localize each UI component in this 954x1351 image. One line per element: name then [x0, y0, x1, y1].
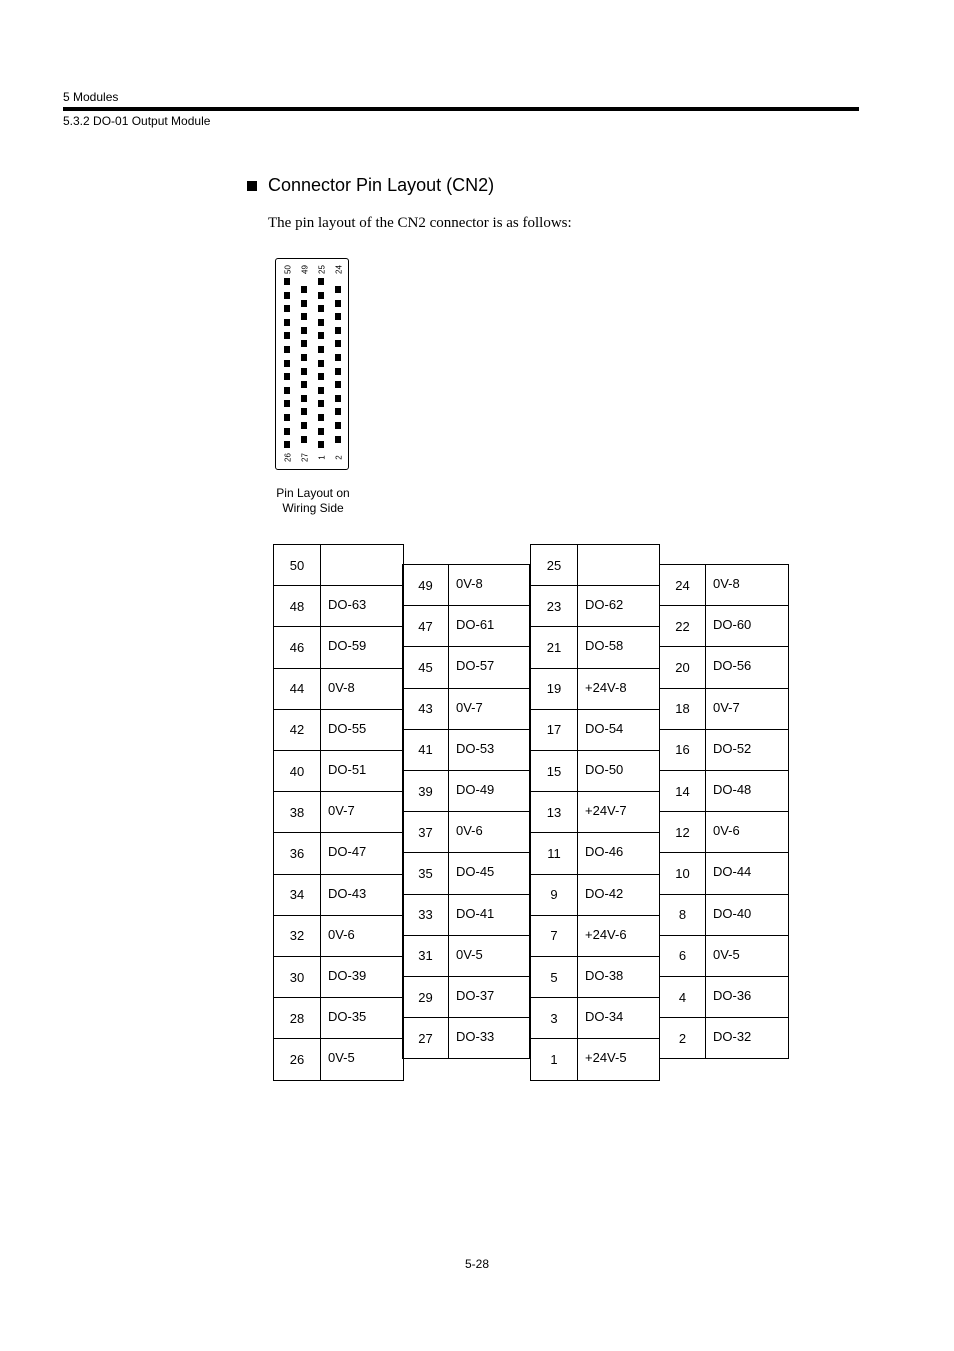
pin-signal-cell: DO-62 — [577, 585, 660, 627]
pin-number-cell: 16 — [659, 729, 706, 771]
connector-pin — [318, 400, 324, 407]
pin-signal-cell: 0V-8 — [448, 564, 530, 606]
caption-line: Wiring Side — [282, 501, 344, 515]
connector-pin — [335, 354, 341, 361]
pin-number-cell: 25 — [530, 544, 578, 586]
pin-signal-cell: DO-44 — [705, 852, 789, 894]
pin-signal-cell: +24V-8 — [577, 668, 660, 710]
connector-pin — [301, 300, 307, 307]
pin-signal-cell: DO-38 — [577, 956, 660, 998]
pin-signal-cell: DO-54 — [577, 709, 660, 751]
pin-signal-cell: DO-52 — [705, 729, 789, 771]
connector-top-label: 25 — [317, 265, 327, 274]
pin-number-cell: 48 — [273, 585, 321, 627]
pin-signal-cell: DO-35 — [320, 997, 404, 1039]
pin-number-cell: 15 — [530, 750, 578, 792]
connector-bottom-label: 1 — [317, 455, 327, 460]
pin-number-cell: 14 — [659, 770, 706, 812]
pin-number-cell: 29 — [402, 976, 449, 1018]
pin-number-cell: 22 — [659, 605, 706, 647]
section-title — [247, 175, 494, 196]
pin-signal-cell: DO-40 — [705, 894, 789, 936]
connector-pin — [335, 395, 341, 402]
connector-pin — [301, 368, 307, 375]
page-number: 5-28 — [464, 1257, 490, 1271]
pin-signal-cell: +24V-5 — [577, 1038, 660, 1080]
pin-signal-cell: DO-48 — [705, 770, 789, 812]
connector-pin — [335, 408, 341, 415]
connector-pin — [284, 305, 290, 312]
pin-number-cell: 36 — [273, 832, 321, 874]
pin-signal-cell: DO-58 — [577, 626, 660, 668]
pin-signal-cell: DO-36 — [705, 976, 789, 1018]
pin-number-cell: 39 — [402, 770, 449, 812]
pin-number-cell: 37 — [402, 811, 449, 853]
caption-line: Pin Layout on — [276, 486, 350, 500]
connector-pin — [335, 300, 341, 307]
pin-signal-cell: +24V-6 — [577, 915, 660, 957]
pin-signal-cell: DO-32 — [705, 1017, 789, 1059]
pin-signal-cell: 0V-7 — [320, 791, 404, 833]
pin-number-cell: 20 — [659, 646, 706, 688]
pin-signal-cell: DO-61 — [448, 605, 530, 647]
pin-signal-cell: 0V-8 — [705, 564, 789, 606]
pin-signal-cell: DO-53 — [448, 729, 530, 771]
connector-pin — [301, 286, 307, 293]
square-bullet-icon — [247, 181, 257, 191]
pin-number-cell: 5 — [530, 956, 578, 998]
section-title-text: Connector Pin Layout (CN2) — [268, 175, 495, 195]
pin-signal-cell: 0V-7 — [705, 688, 789, 730]
connector-pin — [318, 414, 324, 421]
connector-pin — [301, 381, 307, 388]
pin-number-cell: 21 — [530, 626, 578, 668]
pin-number-cell: 31 — [402, 935, 449, 977]
connector-pin — [335, 381, 341, 388]
connector-bottom-label: 26 — [283, 453, 293, 462]
pin-signal-cell: DO-56 — [705, 646, 789, 688]
pin-signal-cell — [320, 544, 404, 586]
pin-number-cell: 32 — [273, 915, 321, 957]
pin-number-cell: 4 — [659, 976, 706, 1018]
connector-caption — [263, 486, 363, 516]
connector-top-label: 50 — [283, 265, 293, 274]
chapter-header: 5 Modules — [63, 90, 119, 104]
connector-pin — [335, 286, 341, 293]
pin-signal-cell: DO-47 — [320, 832, 404, 874]
pin-number-cell: 44 — [273, 668, 321, 710]
connector-pin — [301, 408, 307, 415]
pin-number-cell: 17 — [530, 709, 578, 751]
pin-signal-cell: 0V-5 — [448, 935, 530, 977]
connector-pin — [301, 436, 307, 443]
connector-pin — [318, 332, 324, 339]
pin-signal-cell: DO-41 — [448, 894, 530, 936]
connector-pin — [284, 292, 290, 299]
connector-pin — [335, 340, 341, 347]
pin-signal-cell: DO-51 — [320, 750, 404, 792]
pin-number-cell: 49 — [402, 564, 449, 606]
connector-pin — [335, 422, 341, 429]
pin-signal-cell: DO-55 — [320, 709, 404, 751]
pin-signal-cell: 0V-5 — [705, 935, 789, 977]
connector-pin — [318, 387, 324, 394]
pin-number-cell: 8 — [659, 894, 706, 936]
connector-pin — [335, 327, 341, 334]
connector-diagram — [275, 258, 349, 470]
pin-number-cell: 45 — [402, 646, 449, 688]
pin-signal-cell — [577, 544, 660, 586]
pin-number-cell: 3 — [530, 997, 578, 1039]
header-rule — [63, 107, 859, 111]
pin-number-cell: 24 — [659, 564, 706, 606]
connector-pin — [284, 441, 290, 448]
pin-number-cell: 30 — [273, 956, 321, 998]
pin-number-cell: 26 — [273, 1038, 321, 1080]
pin-signal-cell: DO-39 — [320, 956, 404, 998]
pin-number-cell: 41 — [402, 729, 449, 771]
pin-number-cell: 1 — [530, 1038, 578, 1080]
pin-number-cell: 28 — [273, 997, 321, 1039]
connector-pin — [284, 360, 290, 367]
pin-signal-cell: DO-50 — [577, 750, 660, 792]
connector-pin — [284, 346, 290, 353]
pin-signal-cell: DO-46 — [577, 832, 660, 874]
pin-number-cell: 27 — [402, 1017, 449, 1059]
pin-signal-cell: 0V-7 — [448, 688, 530, 730]
connector-pin — [318, 441, 324, 448]
pin-signal-cell: DO-37 — [448, 976, 530, 1018]
pin-signal-cell: DO-33 — [448, 1017, 530, 1059]
pin-signal-cell: DO-42 — [577, 874, 660, 916]
connector-pin — [335, 313, 341, 320]
pin-number-cell: 40 — [273, 750, 321, 792]
connector-pin — [301, 354, 307, 361]
connector-pin — [335, 436, 341, 443]
pin-number-cell: 23 — [530, 585, 578, 627]
connector-pin — [301, 395, 307, 402]
connector-bottom-label: 2 — [334, 455, 344, 460]
pin-number-cell: 33 — [402, 894, 449, 936]
connector-pin — [284, 414, 290, 421]
connector-pin — [318, 428, 324, 435]
connector-pin — [284, 428, 290, 435]
connector-pin — [318, 373, 324, 380]
pin-number-cell: 11 — [530, 832, 578, 874]
pin-signal-cell: DO-63 — [320, 585, 404, 627]
pin-number-cell: 6 — [659, 935, 706, 977]
pin-signal-cell: 0V-6 — [320, 915, 404, 957]
pin-signal-cell: 0V-8 — [320, 668, 404, 710]
pin-signal-cell: DO-43 — [320, 874, 404, 916]
pin-signal-cell: +24V-7 — [577, 791, 660, 833]
pin-number-cell: 46 — [273, 626, 321, 668]
pin-number-cell: 43 — [402, 688, 449, 730]
intro-text: The pin layout of the CN2 connector is as follows: — [268, 215, 572, 231]
pin-number-cell: 47 — [402, 605, 449, 647]
pin-number-cell: 13 — [530, 791, 578, 833]
pin-number-cell: 7 — [530, 915, 578, 957]
pin-number-cell: 10 — [659, 852, 706, 894]
connector-pin — [284, 278, 290, 285]
pin-number-cell: 35 — [402, 852, 449, 894]
section-header: 5.3.2 DO-01 Output Module — [63, 114, 211, 128]
connector-pin — [318, 346, 324, 353]
pin-signal-cell: DO-60 — [705, 605, 789, 647]
pin-signal-cell: DO-57 — [448, 646, 530, 688]
pin-signal-cell: 0V-6 — [705, 811, 789, 853]
connector-pin — [301, 327, 307, 334]
connector-pin — [318, 305, 324, 312]
pin-number-cell: 34 — [273, 874, 321, 916]
pin-signal-cell: DO-34 — [577, 997, 660, 1039]
connector-bottom-label: 27 — [300, 453, 310, 462]
connector-pin — [301, 340, 307, 347]
connector-pin — [284, 373, 290, 380]
pin-number-cell: 42 — [273, 709, 321, 751]
connector-pin — [318, 278, 324, 285]
connector-pin — [284, 387, 290, 394]
connector-pin — [318, 360, 324, 367]
pin-signal-cell: DO-49 — [448, 770, 530, 812]
connector-pin — [301, 422, 307, 429]
connector-pin — [284, 400, 290, 407]
pin-signal-cell: DO-59 — [320, 626, 404, 668]
connector-top-label: 49 — [300, 265, 310, 274]
connector-pin — [335, 368, 341, 375]
pin-number-cell: 2 — [659, 1017, 706, 1059]
pin-number-cell: 9 — [530, 874, 578, 916]
pin-signal-cell: 0V-5 — [320, 1038, 404, 1080]
connector-pin — [284, 319, 290, 326]
connector-pin — [318, 292, 324, 299]
pin-number-cell: 18 — [659, 688, 706, 730]
connector-pin — [284, 332, 290, 339]
pin-number-cell: 12 — [659, 811, 706, 853]
pin-signal-cell: 0V-6 — [448, 811, 530, 853]
connector-pin — [301, 313, 307, 320]
pin-number-cell: 19 — [530, 668, 578, 710]
connector-pin — [318, 319, 324, 326]
pin-number-cell: 50 — [273, 544, 321, 586]
connector-top-label: 24 — [334, 265, 344, 274]
pin-number-cell: 38 — [273, 791, 321, 833]
pin-signal-cell: DO-45 — [448, 852, 530, 894]
